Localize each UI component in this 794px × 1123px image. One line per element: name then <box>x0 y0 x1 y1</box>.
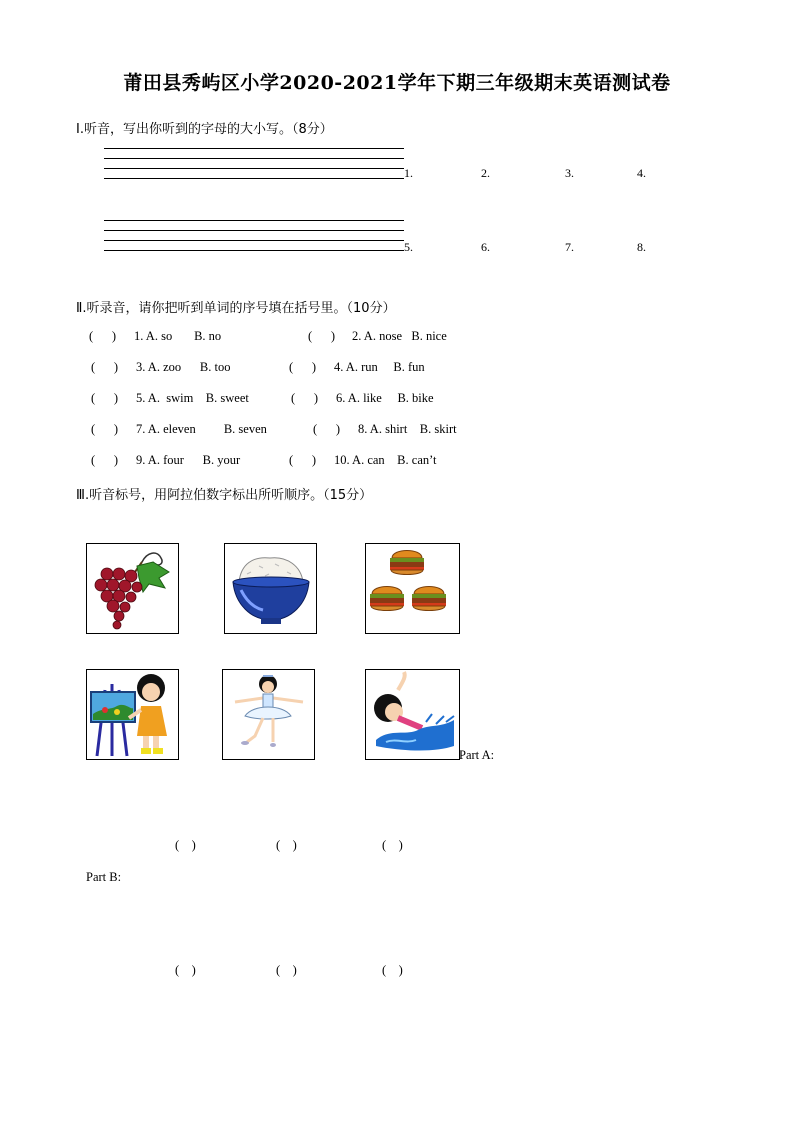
answer-paren[interactable]: ( ) <box>175 838 196 852</box>
answer-paren[interactable]: ( ) <box>276 963 297 977</box>
page-title: 莆田县秀屿区小学2020-2021学年下期三年级期末英语测试卷 <box>123 72 671 94</box>
answer-paren[interactable]: ( ) <box>382 838 403 852</box>
ballet-dancer-picture <box>222 669 315 760</box>
answer-paren[interactable]: ( ) <box>289 360 317 374</box>
answer-paren[interactable]: ( ) <box>91 360 119 374</box>
answer-paren[interactable]: ( ) <box>276 838 297 852</box>
answer-paren[interactable]: ( ) <box>91 391 119 405</box>
question-item: 6. A. like B. bike <box>336 391 434 405</box>
part-b-label: Part B: <box>86 870 122 884</box>
painting-girl-picture <box>86 669 179 760</box>
blank-number: 8. <box>637 240 646 254</box>
blank-number: 2. <box>481 166 490 180</box>
question-item: 1. A. so B. no <box>134 329 222 343</box>
question-item: 3. A. zoo B. too <box>136 360 231 374</box>
answer-paren[interactable]: ( ) <box>291 391 319 405</box>
hamburgers-picture <box>365 543 460 634</box>
question-item: 4. A. run B. fun <box>334 360 425 374</box>
answer-paren[interactable]: ( ) <box>91 453 119 467</box>
question-item: 8. A. shirt B. skirt <box>358 422 457 436</box>
blank-number: 4. <box>637 166 646 180</box>
blank-number: 1. <box>404 166 413 180</box>
answer-paren[interactable]: ( ) <box>313 422 341 436</box>
answer-paren[interactable]: ( ) <box>89 329 117 343</box>
section-1-heading: Ⅰ.听音，写出你听到的字母的大小写。（8分） <box>76 122 333 137</box>
rice-bowl-picture <box>224 543 317 634</box>
question-item: 7. A. eleven B. seven <box>136 422 267 436</box>
answer-paren[interactable]: ( ) <box>382 963 403 977</box>
blank-number: 3. <box>565 166 574 180</box>
question-item: 5. A. swim B. sweet <box>136 391 249 405</box>
answer-paren[interactable]: ( ) <box>289 453 317 467</box>
answer-paren[interactable]: ( ) <box>175 963 196 977</box>
blank-number: 6. <box>481 240 490 254</box>
grapes-picture <box>86 543 179 634</box>
section-2-heading: Ⅱ.听录音，请你把听到单词的序号填在括号里。（10分） <box>76 301 396 316</box>
section-3-heading: Ⅲ.听音标号，用阿拉伯数字标出所听顺序。（15分） <box>76 488 373 503</box>
question-item: 9. A. four B. your <box>136 453 241 467</box>
question-item: 10. A. can B. can’t <box>334 453 437 467</box>
swimming-girl-picture <box>365 669 460 760</box>
blank-number: 7. <box>565 240 574 254</box>
answer-paren[interactable]: ( ) <box>91 422 119 436</box>
part-a-label: Part A: <box>459 748 495 762</box>
question-item: 2. A. nose B. nice <box>352 329 447 343</box>
answer-paren[interactable]: ( ) <box>308 329 336 343</box>
blank-number: 5. <box>404 240 413 254</box>
